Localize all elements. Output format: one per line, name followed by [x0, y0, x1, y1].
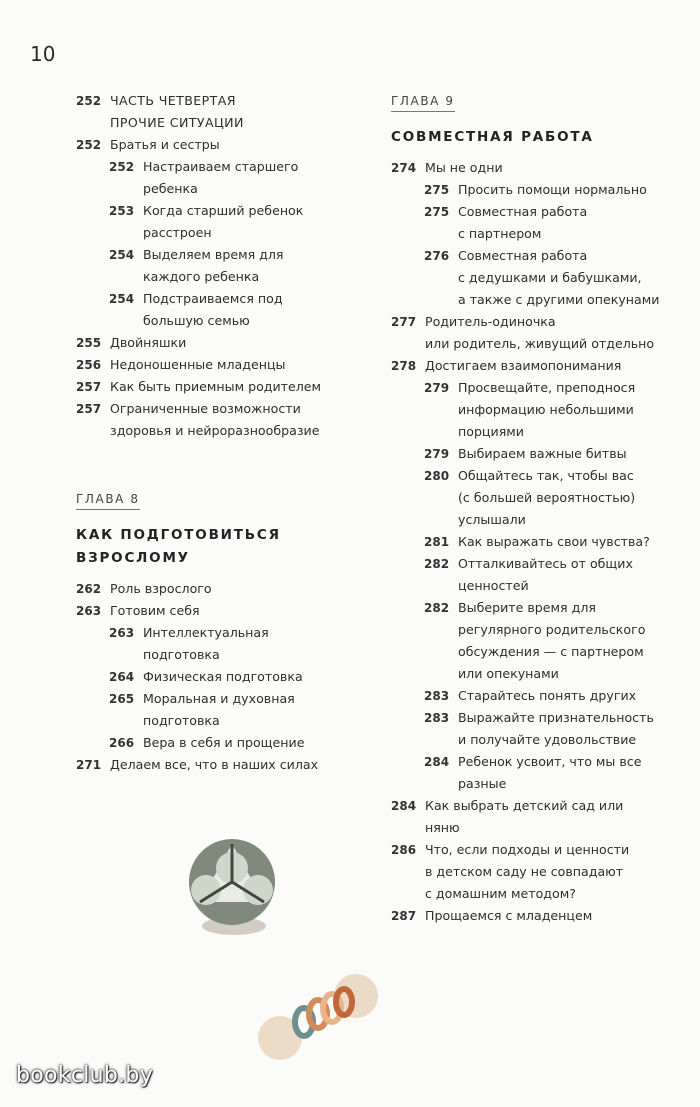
toc-entry-title: Когда старший ребенок — [143, 203, 304, 218]
toc-entry — [76, 420, 366, 442]
toc-entry-title: Просить помощи нормально — [458, 182, 647, 197]
toc-entry — [391, 751, 691, 773]
toc-page-number: 282 — [424, 557, 450, 571]
toc-entry — [391, 355, 691, 377]
toc-entry-title: Мы не одни — [425, 160, 503, 175]
toc-entry-title: Как быть приемным родителем — [110, 379, 322, 394]
toc-entry — [391, 289, 691, 311]
toc-entry — [391, 465, 691, 487]
toc-entry — [76, 266, 366, 288]
toc-entry — [391, 619, 691, 641]
toc-entry-title: с дедушками и бабушками, — [458, 270, 642, 285]
toc-entry — [391, 575, 691, 597]
toc-entry — [391, 157, 691, 179]
toc-page-number: 284 — [391, 799, 417, 813]
toc-entry-title: каждого ребенка — [143, 269, 260, 284]
toc-entry-title: Недоношенные младенцы — [110, 357, 286, 372]
toc-page-number: 252 — [76, 94, 102, 108]
toc-entry — [391, 553, 691, 575]
toc-entry — [76, 732, 366, 754]
toc-page-number: 287 — [391, 909, 417, 923]
toc-entry — [391, 509, 691, 531]
toc-entry-title: Старайтесь понять других — [458, 688, 637, 703]
toc-entry — [391, 399, 691, 421]
toc-entry — [391, 267, 691, 289]
toc-page-number: 284 — [424, 755, 450, 769]
toc-page-number: 283 — [424, 689, 450, 703]
toc-page-number: 265 — [109, 692, 135, 706]
toc-entry-title: услышали — [458, 512, 526, 527]
toc-page-number: 282 — [424, 601, 450, 615]
toc-page-number: 275 — [424, 205, 450, 219]
toc-entry — [391, 883, 691, 905]
watermark: bookclub.by — [16, 1063, 154, 1088]
toc-page-number: 255 — [76, 336, 102, 350]
toc-entry — [391, 861, 691, 883]
toc-entry-title: подготовка — [143, 713, 220, 728]
toc-entry — [391, 201, 691, 223]
toc-entry-title: ребенка — [143, 181, 198, 196]
toc-entry-title: Совместная работа — [458, 248, 588, 263]
chapter-title-line: КАК ПОДГОТОВИТЬСЯ — [76, 527, 281, 543]
toc-entry-title: или опекунами — [458, 666, 559, 681]
toc-entry-title: Родитель-одиночка — [425, 314, 556, 329]
toc-entry-title: порциями — [458, 424, 524, 439]
toc-entry — [391, 443, 691, 465]
toc-entry — [391, 839, 691, 861]
toc-entry — [391, 707, 691, 729]
toc-entry — [76, 222, 366, 244]
toc-entry-title: Совместная работа — [458, 204, 588, 219]
toc-entry — [76, 288, 366, 310]
toc-part-four — [76, 90, 366, 442]
toc-entry — [76, 200, 366, 222]
toc-entry-title: с партнером — [458, 226, 542, 241]
toc-entry — [391, 817, 691, 839]
toc-page-number: 277 — [391, 315, 417, 329]
toc-page-number: 262 — [76, 582, 102, 596]
toc-page-number: 281 — [424, 535, 450, 549]
toc-entry-title: Подстраиваемся под — [143, 291, 283, 306]
toc-entry — [391, 685, 691, 707]
toc-entry — [76, 156, 366, 178]
toc-page-number: 266 — [109, 736, 135, 750]
toc-entry — [76, 398, 366, 420]
toc-entry-title: здоровья и нейроразнообразие — [110, 423, 320, 438]
toc-entry-title: Отталкивайтесь от общих — [458, 556, 633, 571]
toc-page-number: 254 — [109, 292, 135, 306]
toc-entry — [76, 666, 366, 688]
toc-entry-title: обсуждения — с партнером — [458, 644, 644, 659]
toc-entry-title: няню — [425, 820, 460, 835]
toc-entry — [391, 597, 691, 619]
toc-entry-title: Интеллектуальная — [143, 625, 269, 640]
toc-entry — [76, 310, 366, 332]
toc-entry — [391, 531, 691, 553]
toc-entry-title: Делаем все, что в наших силах — [110, 757, 319, 772]
toc-page-number: 252 — [109, 160, 135, 174]
toc-entry-title: или родитель, живущий отдельно — [425, 336, 655, 351]
toc-entry — [76, 754, 366, 776]
toc-entry — [76, 644, 366, 666]
toc-entry — [391, 663, 691, 685]
toc-entry-title: Как выражать свои чувства? — [458, 534, 650, 549]
toc-entry-title: Выберите время для — [458, 600, 596, 615]
toc-entry — [391, 333, 691, 355]
toc-page-number: 254 — [109, 248, 135, 262]
toc-entry — [76, 578, 366, 600]
toc-page-number: 283 — [424, 711, 450, 725]
toc-entry-title: разные — [458, 776, 507, 791]
toc-entry-title: большую семью — [143, 313, 250, 328]
toc-entry-title: Как выбрать детский сад или — [425, 798, 624, 813]
toc-entry-title: Общайтесь так, чтобы вас — [458, 468, 634, 483]
toc-entry — [391, 487, 691, 509]
toc-entry — [391, 729, 691, 751]
toc-entry-title: ЧАСТЬ ЧЕТВЕРТАЯ — [110, 93, 236, 108]
toc-entry-title: ценностей — [458, 578, 529, 593]
toc-entry-title: Что, если подходы и ценности — [425, 842, 630, 857]
chapter-label: ГЛАВА 9 — [391, 94, 455, 112]
toc-page-number: 274 — [391, 161, 417, 175]
toc-entry-title: Двойняшки — [110, 335, 187, 350]
toc-entry — [391, 905, 691, 927]
chapter-8-block — [76, 488, 366, 776]
toc-entry — [76, 688, 366, 710]
toc-entry-title: с домашним методом? — [425, 886, 576, 901]
toc-entry — [391, 179, 691, 201]
toc-entry — [76, 600, 366, 622]
toc-page-number: 278 — [391, 359, 417, 373]
toc-page-number: 263 — [109, 626, 135, 640]
chapter-9-entries — [391, 157, 691, 927]
toc-page-number: 279 — [424, 447, 450, 461]
toc-entry — [76, 376, 366, 398]
toc-page-number: 275 — [424, 183, 450, 197]
toc-entry-title: Роль взрослого — [110, 581, 212, 596]
toc-entry — [391, 311, 691, 333]
toc-entry-title: Готовим себя — [110, 603, 200, 618]
toc-entry — [76, 134, 366, 156]
toc-entry — [391, 223, 691, 245]
toc-page-number: 286 — [391, 843, 417, 857]
toc-entry-title: расстроен — [143, 225, 212, 240]
toc-entry-title: ПРОЧИЕ СИТУАЦИИ — [110, 115, 244, 130]
toc-entry-title: (с большей вероятностью) — [458, 490, 636, 505]
page-number: 10 — [30, 42, 56, 66]
toc-entry-title: Прощаемся с младенцем — [425, 908, 593, 923]
toc-entry — [76, 244, 366, 266]
rings-illustration — [252, 972, 382, 1062]
toc-page-number: 271 — [76, 758, 102, 772]
toc-entry — [76, 112, 366, 134]
toc-entry — [76, 178, 366, 200]
toc-entry-title: Физическая подготовка — [143, 669, 303, 684]
toc-page-number: 263 — [76, 604, 102, 618]
toc-entry — [76, 332, 366, 354]
chapter-title-line: ВЗРОСЛОМУ — [76, 550, 190, 566]
toc-page-number: 256 — [76, 358, 102, 372]
toc-entry — [391, 421, 691, 443]
toc-entry-title: Выражайте признательность — [458, 710, 654, 725]
toc-entry-title: Моральная и духовная — [143, 691, 295, 706]
toc-entry — [391, 773, 691, 795]
toc-entry — [391, 795, 691, 817]
toc-entry — [76, 90, 366, 112]
toc-right-column — [391, 90, 691, 927]
geometric-sphere-illustration — [176, 832, 296, 942]
toc-page-number: 264 — [109, 670, 135, 684]
toc-entry-title: информацию небольшими — [458, 402, 634, 417]
chapter-8-entries — [76, 578, 366, 776]
toc-entry-title: Выбираем важные битвы — [458, 446, 627, 461]
toc-left-column — [76, 90, 366, 776]
toc-page-number: 257 — [76, 380, 102, 394]
toc-entry-title: Настраиваем старшего — [143, 159, 299, 174]
toc-entry — [76, 710, 366, 732]
toc-page-number: 280 — [424, 469, 450, 483]
toc-entry — [391, 641, 691, 663]
toc-entry-title: Просвещайте, преподнося — [458, 380, 636, 395]
toc-entry-title: Вера в себя и прощение — [143, 735, 305, 750]
toc-entry — [76, 354, 366, 376]
toc-entry-title: Выделяем время для — [143, 247, 284, 262]
toc-entry-title: подготовка — [143, 647, 220, 662]
toc-entry-title: в детском саду не совпадают — [425, 864, 624, 879]
toc-entry-title: Достигаем взаимопонимания — [425, 358, 622, 373]
toc-entry-title: Ограниченные возможности — [110, 401, 301, 416]
toc-page-number: 252 — [76, 138, 102, 152]
chapter-title — [76, 524, 366, 570]
toc-entry — [391, 245, 691, 267]
toc-entry — [391, 377, 691, 399]
toc-entry-title: регулярного родительского — [458, 622, 646, 637]
chapter-label: ГЛАВА 8 — [76, 492, 140, 510]
toc-entry-title: Братья и сестры — [110, 137, 220, 152]
chapter-title: СОВМЕСТНАЯ РАБОТА — [391, 129, 594, 145]
toc-page-number: 257 — [76, 402, 102, 416]
toc-entry-title: а также с другими опекунами — [458, 292, 660, 307]
toc-page-number: 276 — [424, 249, 450, 263]
toc-entry-title: и получайте удовольствие — [458, 732, 637, 747]
toc-entry-title: Ребенок усвоит, что мы все — [458, 754, 642, 769]
toc-page-number: 279 — [424, 381, 450, 395]
toc-page-number: 253 — [109, 204, 135, 218]
toc-entry — [76, 622, 366, 644]
